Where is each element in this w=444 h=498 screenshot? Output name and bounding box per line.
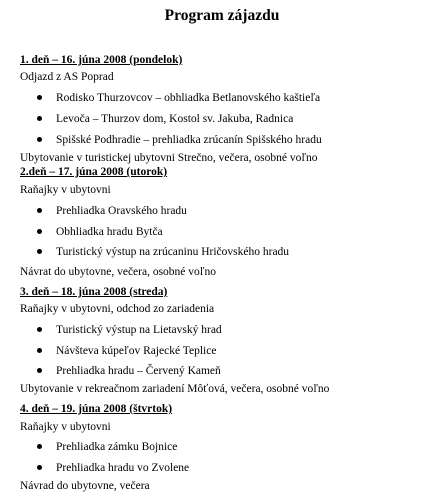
- bullet-icon: [37, 137, 42, 142]
- bullet-icon: [37, 368, 42, 373]
- day-4-intro: Raňajky v ubytovni: [20, 421, 111, 433]
- bullet-icon: [37, 95, 42, 100]
- day-3-heading: 3. deň – 18. júna 2008 (streda): [20, 286, 168, 298]
- day-3-outro: Ubytovanie v rekreačnom zariadení Môťová, večera, osobné voľno: [20, 383, 330, 395]
- bullet-icon: [37, 249, 42, 254]
- bullet-icon: [37, 348, 42, 353]
- list-item-text: Obhliadka hradu Bytča: [56, 226, 163, 238]
- list-item-text: Rodisko Thurzovcov – obhliadka Betlanovského kaštieľa: [56, 92, 321, 104]
- day-2-intro: Raňajky v ubytovni: [20, 184, 111, 196]
- list-item-text: Turistický výstup na zrúcaninu Hričovského hradu: [56, 246, 290, 258]
- bullet-icon: [37, 327, 42, 332]
- bullet-icon: [37, 465, 42, 470]
- bullet-icon: [37, 208, 42, 213]
- list-item-text: Návšteva kúpeľov Rajecké Teplice: [56, 345, 217, 357]
- list-item-text: Turistický výstup na Lietavský hrad: [56, 324, 222, 336]
- day-2-heading: 2.deň – 17. júna 2008 (utorok): [20, 166, 168, 178]
- list-item-text: Prehliadka Oravského hradu: [56, 205, 187, 217]
- day-1-intro: Odjazd z AS Poprad: [20, 71, 114, 83]
- day-1-heading: 1. deň – 16. júna 2008 (pondelok): [20, 54, 183, 66]
- day-4-heading: 4. deň – 19. júna 2008 (štvrtok): [20, 403, 173, 415]
- day-1-outro: Ubytovanie v turistickej ubytovni Strečno, večera, osobné voľno: [20, 152, 318, 164]
- list-item-text: Prehliadka hradu – Červený Kameň: [56, 365, 221, 377]
- list-item-text: Spišské Podhradie – prehliadka zrúcanín Spišského hradu: [56, 134, 322, 146]
- day-4-outro: Návrad do ubytovne, večera: [20, 480, 150, 492]
- bullet-icon: [37, 116, 42, 121]
- bullet-icon: [37, 444, 42, 449]
- list-item-text: Prehliadka zámku Bojnice: [56, 441, 178, 453]
- list-item-text: Prehliadka hradu vo Zvolene: [56, 462, 190, 474]
- day-3-intro: Raňajky v ubytovni, odchod zo zariadenia: [20, 303, 215, 315]
- day-2-outro: Návrat do ubytovne, večera, osobné voľno: [20, 266, 216, 278]
- list-item-text: Levoča – Thurzov dom, Kostol sv. Jakuba, Radnica: [56, 113, 294, 125]
- bullet-icon: [37, 229, 42, 234]
- document-title: Program zájazdu: [164, 7, 280, 24]
